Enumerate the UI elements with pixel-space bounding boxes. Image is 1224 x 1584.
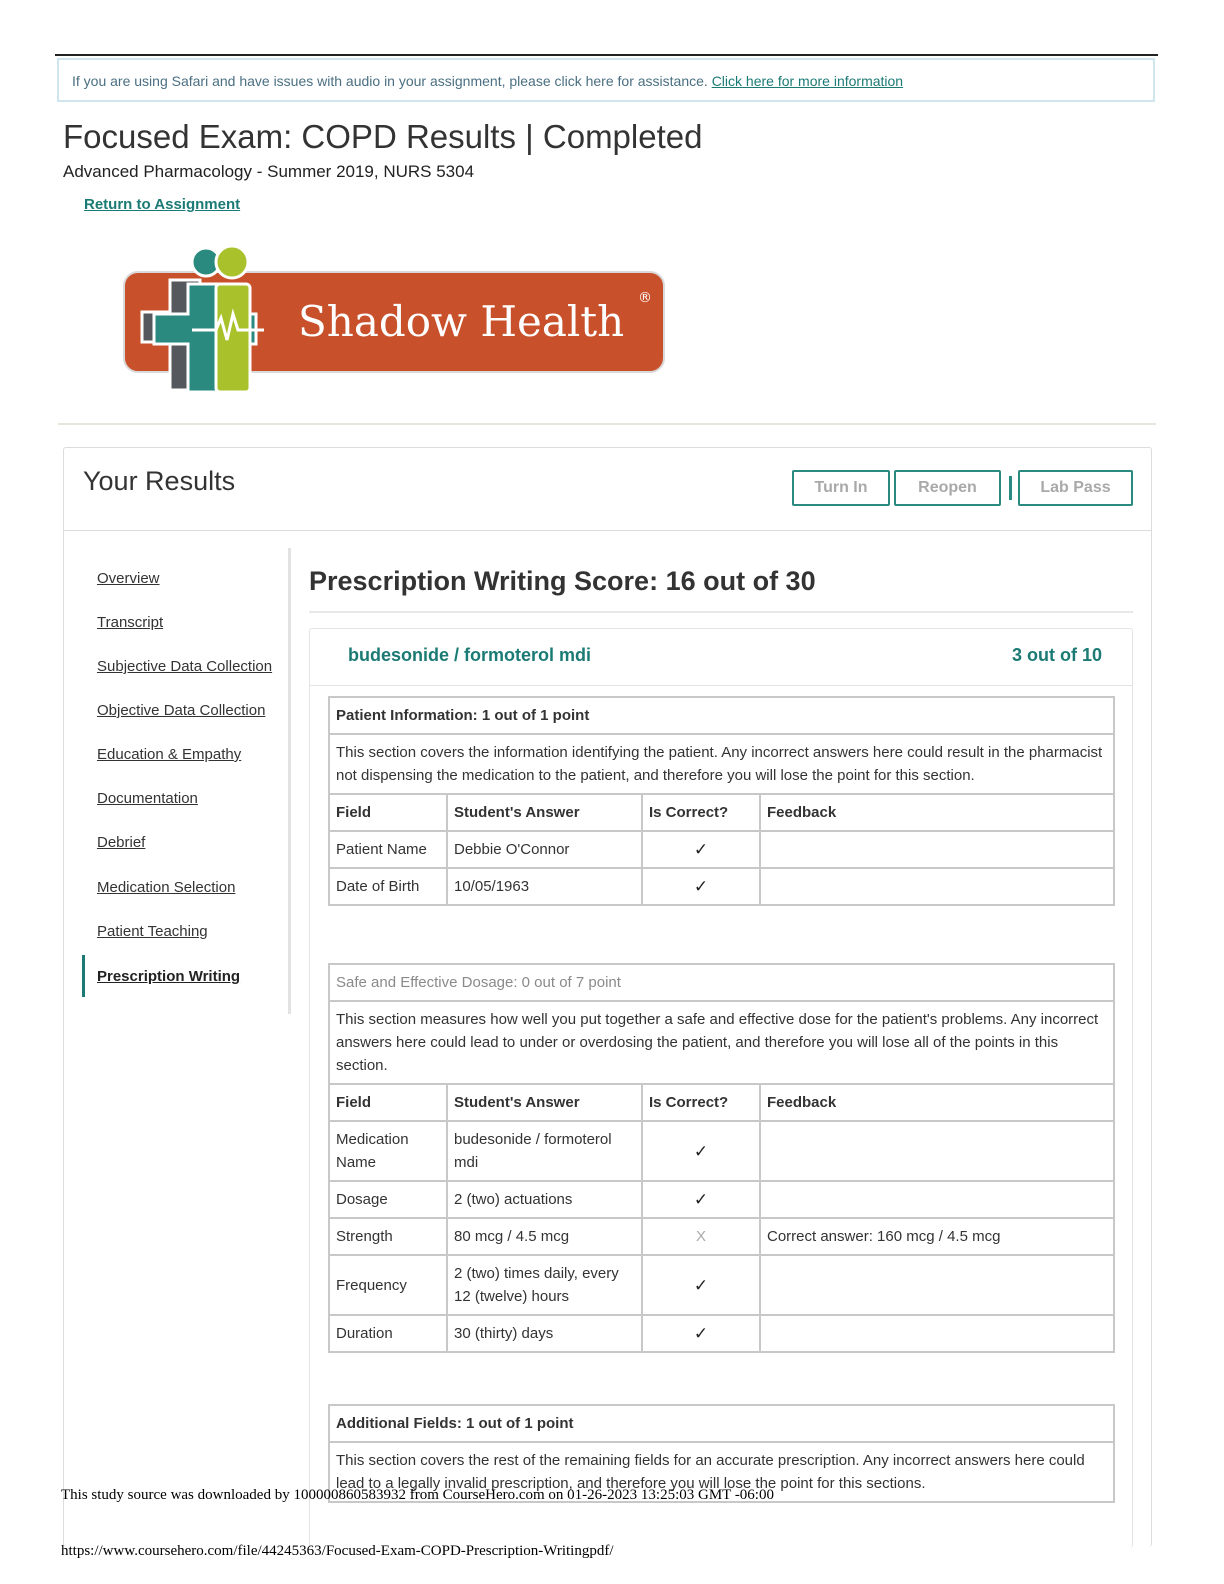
section-description: This section covers the rest of the remaining fields for an accurate prescription. Any incorrect answers here could lead to a legally invalid prescription, and therefore you will lose the point for this sections. [329,1442,1114,1502]
table-row [329,1121,1114,1181]
results-sidebar [82,548,291,1014]
feedback-cell [760,1255,1114,1315]
table-row [329,1315,1114,1352]
results-header [64,448,1151,531]
table-row [329,831,1114,868]
column-header-answer: Student's Answer [447,1084,642,1121]
source-url: https://www.coursehero.com/file/44245363/Focused-Exam-COPD-Prescription-Writingpdf/ [61,1543,614,1559]
safe-effective-dosage-table [328,963,1115,1353]
section-header: Safe and Effective Dosage: 0 out of 7 point [329,964,1114,1001]
top-rule [55,54,1158,56]
field-cell: Frequency [329,1255,447,1315]
logo-text: Shadow Health [298,297,625,346]
nav-item-objective-data-collection[interactable]: Objective Data Collection [97,702,266,719]
column-header-field: Field [329,794,447,831]
download-source-note: This study source was downloaded by 100000860583932 from CourseHero.com on 01-26-2023 13:25:03 GMT -06:00 [61,1487,774,1503]
column-header-answer: Student's Answer [447,794,642,831]
answer-cell: 10/05/1963 [447,868,642,905]
nav-item-documentation[interactable]: Documentation [97,790,198,807]
table-row [329,868,1114,905]
table-header-row [329,794,1114,831]
check-icon: ✓ [642,1315,760,1352]
notice-text: If you are using Safari and have issues with audio in your assignment, please click here for assistance. [72,73,708,89]
answer-cell: 2 (two) actuations [447,1181,642,1218]
answer-cell: 80 mcg / 4.5 mcg [447,1218,642,1255]
page-title: Focused Exam: COPD Results | Completed [63,118,703,155]
turn-in-button[interactable]: Turn In [792,470,890,506]
shadow-health-logo [118,240,678,400]
feedback-cell [760,868,1114,905]
feedback-cell [760,1121,1114,1181]
section-header: Additional Fields: 1 out of 1 point [329,1405,1114,1442]
nav-item-medication-selection[interactable]: Medication Selection [97,879,236,896]
medication-card [309,628,1133,1548]
field-cell: Strength [329,1218,447,1255]
safari-notice [57,58,1155,102]
x-icon: X [642,1218,760,1255]
medication-score: 3 out of 10 [1011,645,1102,665]
medication-name: budesonide / formoterol mdi [348,645,592,665]
check-icon: ✓ [642,1121,760,1181]
feedback-cell [760,1181,1114,1218]
column-header-field: Field [329,1084,447,1121]
feedback-cell: Correct answer: 160 mcg / 4.5 mcg [760,1218,1114,1255]
check-icon: ✓ [642,1255,760,1315]
patient-information-table [328,696,1115,906]
feedback-cell [760,831,1114,868]
table-row [329,1218,1114,1255]
field-cell: Medication Name [329,1121,447,1181]
course-subtitle: Advanced Pharmacology - Summer 2019, NURS 5304 [63,162,475,181]
button-separator [1009,476,1012,500]
table-header-row [329,1084,1114,1121]
answer-cell: Debbie O'Connor [447,831,642,868]
check-icon: ✓ [642,831,760,868]
section-description: This section covers the information identifying the patient. Any incorrect answers here could result in the pharmacist not dispensing the medication to the patient, and therefore you will lose the point for this section. [329,734,1114,794]
header-divider [58,423,1156,425]
registered-mark-icon: ® [638,290,652,306]
section-description: This section measures how well you put together a safe and effective dose for the patient's problems. Any incorrect answers here could lead to under or overdosing the patient, and therefore you will lose all of the points in this section. [329,1001,1114,1084]
nav-item-debrief[interactable]: Debrief [97,834,146,851]
table-row [329,1255,1114,1315]
table-row [329,1181,1114,1218]
field-cell: Duration [329,1315,447,1352]
column-header-correct: Is Correct? [642,1084,760,1121]
nav-item-prescription-writing[interactable]: Prescription Writing [97,968,241,985]
reopen-button[interactable]: Reopen [894,470,1001,506]
results-panel [63,447,1152,1547]
nav-item-patient-teaching[interactable]: Patient Teaching [97,923,208,940]
return-to-assignment-link[interactable]: Return to Assignment [84,196,241,213]
lab-pass-button[interactable]: Lab Pass [1018,470,1133,506]
field-cell: Date of Birth [329,868,447,905]
more-info-link[interactable]: Click here for more information [711,73,904,89]
section-header: Patient Information: 1 out of 1 point [329,697,1114,734]
medication-header [310,629,1132,686]
nav-item-transcript[interactable]: Transcript [97,614,164,631]
answer-cell: budesonide / formoterol mdi [447,1121,642,1181]
nav-active-indicator [82,955,85,997]
score-divider [309,611,1133,613]
feedback-cell [760,1315,1114,1352]
field-cell: Dosage [329,1181,447,1218]
nav-item-education-empathy[interactable]: Education & Empathy [97,746,242,763]
column-header-feedback: Feedback [760,794,1114,831]
check-icon: ✓ [642,868,760,905]
answer-cell: 2 (two) times daily, every 12 (twelve) hours [447,1255,642,1315]
results-title: Your Results [83,466,236,496]
check-icon: ✓ [642,1181,760,1218]
nav-item-overview[interactable]: Overview [97,570,160,587]
nav-item-subjective-data-collection[interactable]: Subjective Data Collection [97,658,273,675]
column-header-feedback: Feedback [760,1084,1114,1121]
field-cell: Patient Name [329,831,447,868]
answer-cell: 30 (thirty) days [447,1315,642,1352]
prescription-score-title: Prescription Writing Score: 16 out of 30 [309,566,816,596]
column-header-correct: Is Correct? [642,794,760,831]
